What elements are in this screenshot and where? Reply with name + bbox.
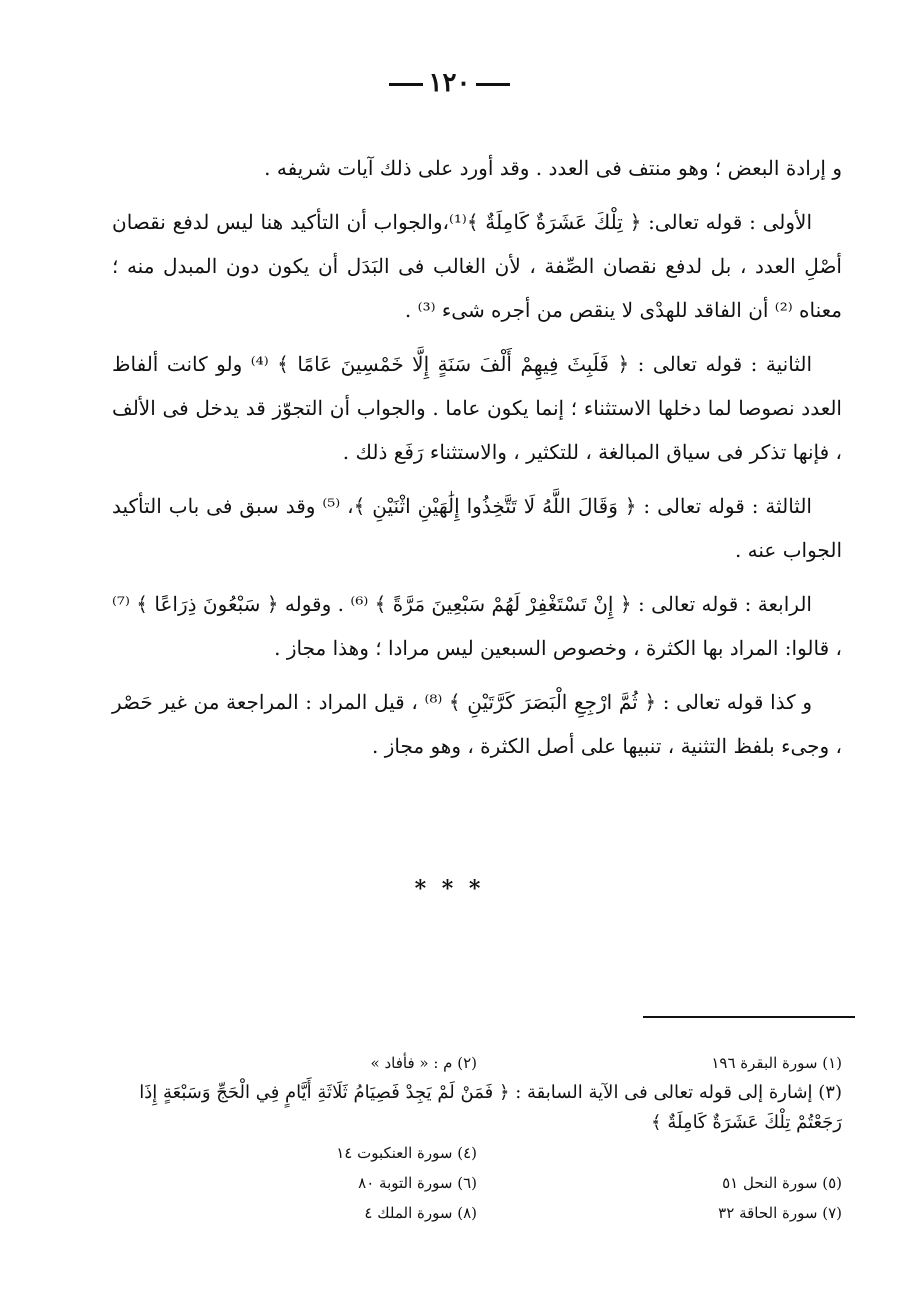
footnote-5: (٥) سورة النحل ٥١ — [722, 1174, 842, 1192]
footnotes — [112, 1048, 842, 1228]
body-text — [112, 146, 842, 778]
footnote-row — [112, 1168, 842, 1198]
footnote-row — [112, 1198, 842, 1228]
footnote-row — [112, 1048, 842, 1078]
footnote-rule — [643, 1016, 855, 1018]
footnote-6: (٦) سورة التوبة ٨٠ — [358, 1174, 477, 1192]
footnote-1: (١) سورة البقرة ١٩٦ — [711, 1054, 842, 1072]
footnote-row — [112, 1138, 842, 1168]
paragraph-fifth: و كذا قوله تعالى : ﴿ ثُمَّ ارْجِعِ الْبَصَرَ كَرَّتَيْنِ ﴾ ⁽⁸⁾ ، قيل المراد : المراجعة من غير حَصْر ، وجىء بلفظ التثنية ، تنبيها على أصل الكثرة ، وهو مجاز . — [112, 690, 842, 758]
paragraph-third: الثالثة : قوله تعالى : ﴿ وَقَالَ اللَّهُ لَا تَتَّخِذُوا إِلَٰهَيْنِ اثْنَيْنِ ﴾، ⁽⁵⁾ وقد سبق فى باب التأكيد الجواب عنه . — [112, 494, 842, 562]
footnote-7: (٧) سورة الحاقة ٣٢ — [718, 1204, 842, 1222]
footnote-8: (٨) سورة الملك ٤ — [364, 1204, 477, 1222]
right-dash — [389, 83, 423, 86]
paragraph-first: الأولى : قوله تعالى: ﴿ تِلْكَ عَشَرَةٌ كَامِلَةٌ ﴾⁽¹⁾،والجواب أن التأكيد هنا ليس لدفع نقصان أصْلِ العدد ، بل لدفع نقصان الصِّفة ، لأن الغالب فى البَدَل أن يكون دون المبدل منه ؛ معناه ⁽²⁾ أن الفاقد للهدْى لا ينقص من أجره شىء ⁽³⁾ . — [112, 210, 842, 322]
footnote-row — [112, 1078, 842, 1138]
section-separator: * * * — [414, 876, 485, 902]
footnote-2: (٢) م : « فأفاد » — [370, 1054, 477, 1072]
footnote-4: (٤) سورة العنكبوت ١٤ — [336, 1144, 477, 1162]
footnote-3: (٣) إشارة إلى قوله تعالى فى الآية السابقة : ﴿ فَمَنْ لَمْ يَجِدْ فَصِيَامُ ثَلَاثَةِ أَيَّامٍ فِي الْحَجِّ وَسَبْعَةٍ إِذَا رَجَعْتُمْ تِلْكَ عَشَرَةٌ كَامِلَةٌ ﴾ — [139, 1082, 842, 1133]
page-number — [0, 68, 899, 98]
paragraph-intro: و إرادة البعض ؛ وهو منتف فى العدد . وقد أورد على ذلك آيات شريفه . — [264, 156, 842, 180]
page-number-text: ١٢٠ — [428, 68, 471, 98]
footnote-spacer — [477, 1138, 842, 1168]
left-dash — [476, 83, 510, 86]
paragraph-fourth: الرابعة : قوله تعالى : ﴿ إِنْ تَسْتَغْفِرْ لَهُمْ سَبْعِينَ مَرَّةً ﴾ ⁽⁶⁾ . وقوله ﴿ سَبْعُونَ ذِرَاعًا ﴾ ⁽⁷⁾ ، قالوا: المراد بها الكثرة ، وخصوص السبعين ليس مرادا ؛ وهذا مجاز . — [112, 592, 842, 660]
paragraph-second: الثانية : قوله تعالى : ﴿ فَلَبِثَ فِيهِمْ أَلْفَ سَنَةٍ إِلَّا خَمْسِينَ عَامًا ﴾ ⁽⁴⁾ ولو كانت ألفاظ العدد نصوصا لما دخلها الاستثناء ؛ إنما يكون عاما . والجواب أن التجوّز قد يدخل فى الألف ، فإنها تذكر فى سياق المبالغة ، للتكثير ، والاستثناء رَفَع ذلك . — [112, 352, 842, 464]
